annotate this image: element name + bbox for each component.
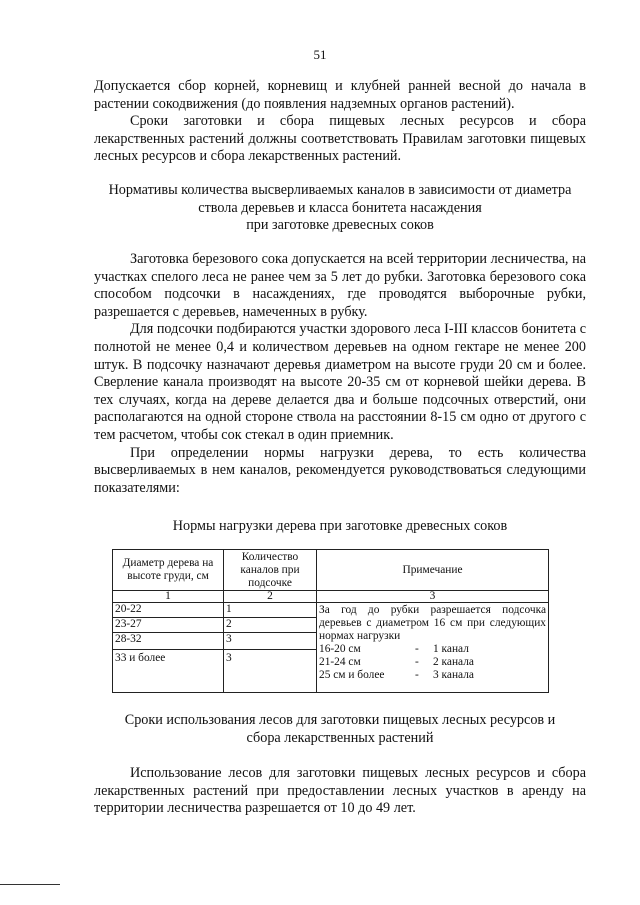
heading-1-line-3: при заготовке древесных соков [246, 217, 434, 234]
column-number-3: 3 [317, 591, 549, 603]
diameter-cell: 28-32 [113, 633, 224, 650]
column-number-2: 2 [224, 591, 317, 603]
closing-paragraph: Использование лесов для заготовки пищевых лесных ресурсов и сбора лекарственных растений при предоставлении лесных участков в аренду на территории лесничества разрешается от 10 до 49 лет. [94, 765, 586, 817]
note-count: 3 канала [433, 669, 474, 681]
intro-paragraph-1: Допускается сбор корней, корневищ и клубней ранней весной до начала в растении сокодвижения (до появления надземных органов растений). [94, 78, 586, 112]
header-note: Примечание [317, 550, 549, 591]
column-number-1: 1 [113, 591, 224, 603]
section-heading-1 [60, 182, 620, 235]
note-dash: - [415, 656, 419, 668]
table-column-numbers [113, 591, 549, 603]
body-paragraph-1: Заготовка березового сока допускается на всей территории лесничества, на участках спелого леса не ранее чем за 5 лет до рубки. Заготовка березового сока способом подсочки в насаждениях, где проводятся выборочные рубки, разрешается с деревьев, намеченных в рубку. [94, 251, 586, 320]
page-number: 51 [313, 47, 327, 62]
heading-1-line-1: Нормативы количества высверливаемых каналов в зависимости от диаметра [108, 182, 572, 198]
note-size: 25 см и более [319, 669, 385, 681]
note-text: За год до рубки разрешается подсочка деревьев с диаметром 16 см при следующих нормах нагрузки [319, 604, 546, 642]
channels-cell: 1 [224, 603, 317, 618]
note-size: 16-20 см [319, 643, 361, 655]
diameter-cell: 20-22 [113, 603, 224, 618]
body-paragraph-3: При определении нормы нагрузки дерева, то есть количества высверливаемых в нем каналов, рекомендуется руководствоваться следующими показателями: [94, 444, 586, 496]
note-dash: - [415, 643, 419, 655]
heading-2-line-2: сбора лекарственных растений [246, 729, 434, 746]
note-line [319, 656, 546, 669]
body-paragraph-2: Для подсочки подбираются участки здорового леса I-III классов бонитета с полнотой не менее 0,4 и количеством деревьев на одном гектаре не менее 200 штук. В подсочку назначают деревья диаметром на высоте груди 20 см и более. Сверление канала производят на высоте 20-35 см от корневой шейки дерева. В тех случаях, когда на дереве делается два и больше подсочных отверстий, они располагаются на одной стороне ствола на расстоянии 8-15 см одно от другого с тем расчетом, чтобы сок стекал в один приемник. [94, 321, 587, 443]
note-count: 1 канал [433, 643, 469, 655]
note-cell [317, 603, 549, 693]
heading-2-line-1: Сроки использования лесов для заготовки пищевых лесных ресурсов и [124, 712, 556, 728]
closing-section [94, 765, 586, 818]
body-section [94, 251, 586, 497]
intro-paragraph-2: Сроки заготовки и сбора пищевых лесных ресурсов и сбора лекарственных растений должны соответствовать Правилам заготовки пищевых лесных ресурсов и сбора лекарственных растений. [94, 113, 586, 165]
intro-section [94, 78, 586, 166]
note-dash: - [415, 669, 419, 681]
note-count: 2 канала [433, 656, 474, 668]
header-channels: Количество каналов при подсочке [224, 550, 317, 591]
channels-cell: 2 [224, 618, 317, 633]
table-header-row [113, 550, 549, 591]
footer-rule [0, 884, 60, 885]
note-line [319, 643, 546, 656]
section-heading-2 [60, 712, 620, 747]
diameter-cell: 33 и более [113, 650, 224, 693]
heading-1-line-2: ствола деревьев и класса бонитета насаждения [198, 199, 482, 216]
table-title: Нормы нагрузки дерева при заготовке древесных соков [172, 518, 508, 534]
channels-cell: 3 [224, 650, 317, 693]
note-size: 21-24 см [319, 656, 361, 668]
note-line [319, 669, 546, 682]
header-diameter: Диаметр дерева на высоте груди, см [113, 550, 224, 591]
channels-cell: 3 [224, 633, 317, 650]
norms-table [112, 549, 549, 693]
table-row [113, 603, 549, 618]
diameter-cell: 23-27 [113, 618, 224, 633]
